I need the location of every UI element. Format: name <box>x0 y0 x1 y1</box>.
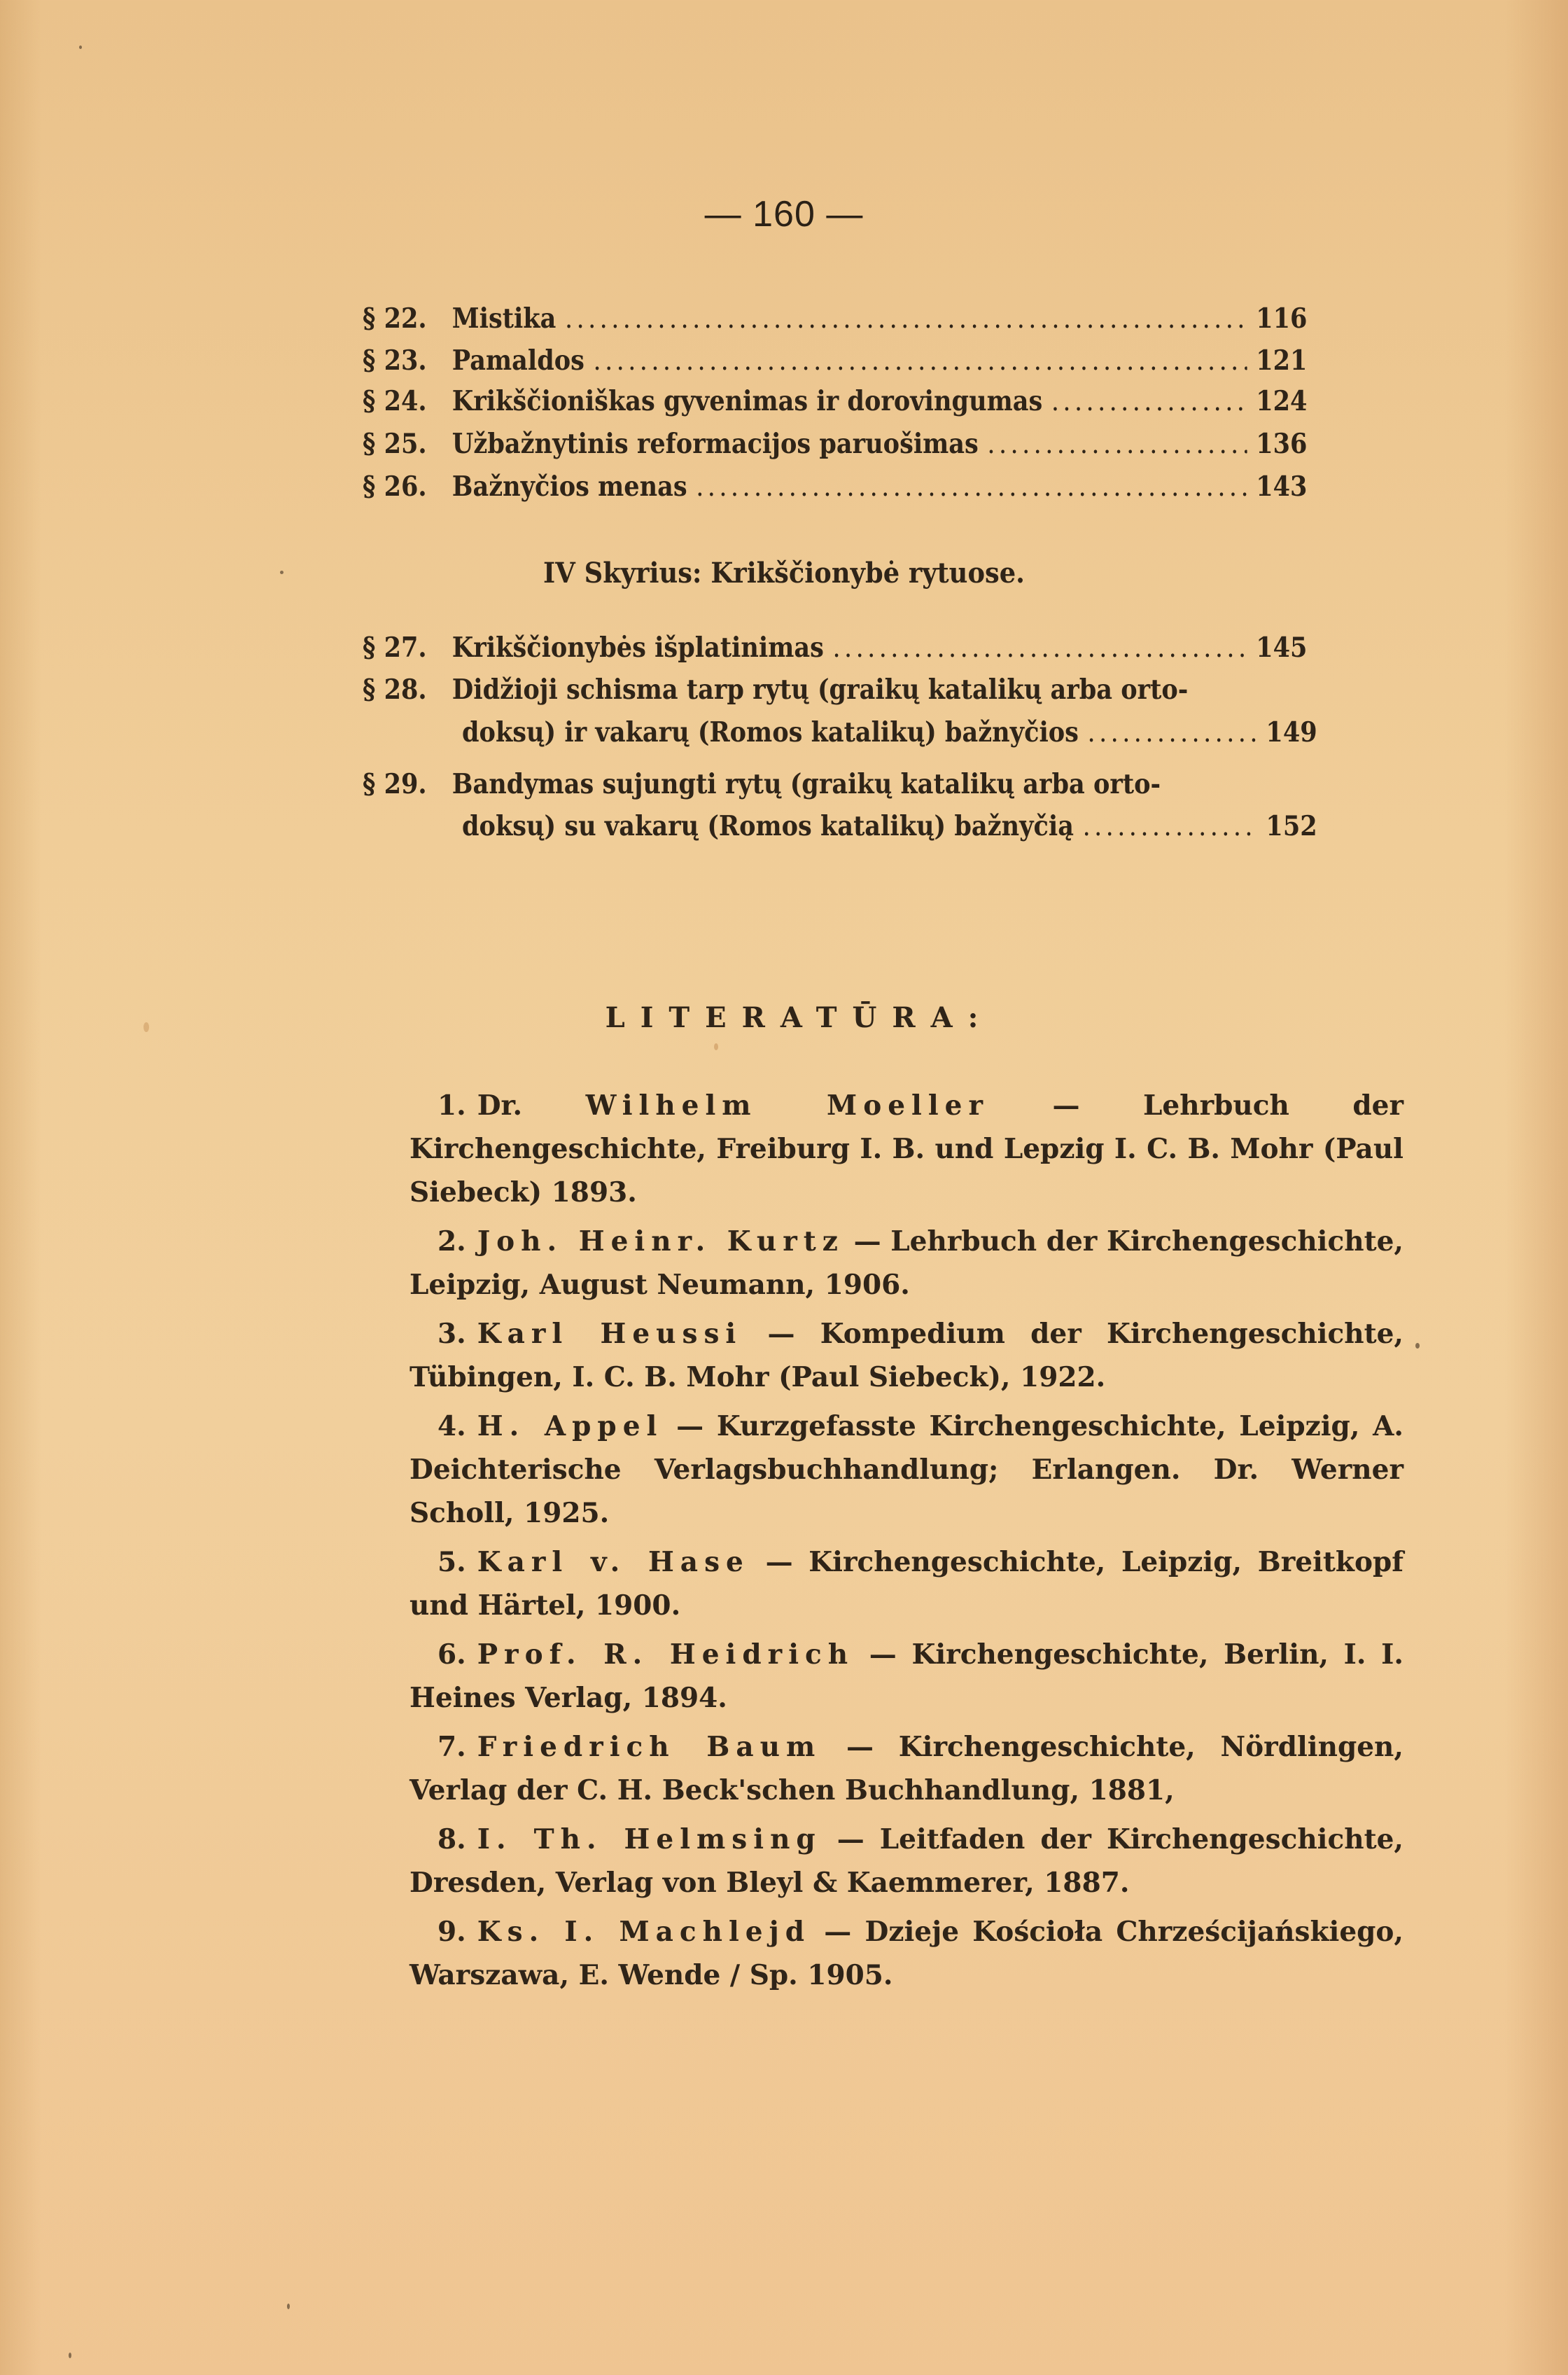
toc-dot-leader <box>696 466 1247 508</box>
entry-text: — Kompedium der Kirchengeschichte, Tübingen, I. C. B. Mohr (Paul Siebeck), 1922. <box>410 1318 1404 1393</box>
bibliography-entry <box>410 1312 1404 1399</box>
entry-text: — Dzieje Kościoła Chrześcijańskiego, Warszawa, E. Wende / Sp. 1905. <box>410 1916 1404 1991</box>
toc-entry <box>363 340 1308 382</box>
entry-text: — Kirchengeschichte, Berlin, I. I. Heines Verlag, 1894. <box>410 1638 1404 1714</box>
entry-author: H. Appel <box>477 1410 664 1442</box>
toc-dot-leader <box>1088 712 1257 754</box>
toc-title: Pamaldos <box>451 344 584 377</box>
entry-text: — Kirchengeschichte, Nördlingen, Verlag der C. H. Beck'schen Buchhandlung, 1881, <box>410 1731 1404 1806</box>
bibliography-entry <box>410 1725 1404 1812</box>
toc-page: 124 <box>1256 385 1308 417</box>
toc-dot-leader <box>594 340 1247 382</box>
toc-page: 121 <box>1256 344 1308 377</box>
toc-dot-leader <box>1051 381 1247 423</box>
entry-number: 2. <box>438 1225 466 1258</box>
toc-section-number: § 25. <box>363 428 427 460</box>
paper-speck <box>69 2353 71 2358</box>
toc-section-number: § 26. <box>363 471 427 503</box>
paper-speck <box>79 46 82 49</box>
toc-entry <box>363 669 1300 711</box>
toc-title: Mistika <box>451 302 556 335</box>
toc-title: Krikščioniškas gyvenimas ir dorovingumas <box>451 385 1043 417</box>
entry-number: 8. <box>438 1823 466 1855</box>
entry-number: 9. <box>438 1916 466 1948</box>
entry-number: 7. <box>438 1731 466 1763</box>
entry-number: 3. <box>438 1318 466 1350</box>
bibliography-entry <box>410 1818 1404 1904</box>
entry-author: Wilhelm Moeller <box>585 1089 990 1122</box>
toc-entry <box>363 763 1300 805</box>
toc-page: 149 <box>1266 716 1317 748</box>
bibliography-entry <box>410 1084 1404 1214</box>
entry-text: — Kurzgefasste Kirchengeschichte, Leipzig, A. Deichterische Verlagsbuchhandlung; Erlangen. Dr. Werner Scholl, 1925. <box>410 1410 1404 1529</box>
toc-page: 116 <box>1256 302 1308 335</box>
toc-entry <box>363 380 1308 422</box>
entry-number: 1. <box>438 1089 466 1122</box>
entry-author: Friedrich Baum <box>477 1731 822 1763</box>
entry-text: — Kirchengeschichte, Leipzig, Breitkopf und Härtel, 1900. <box>410 1546 1404 1622</box>
bibliography-list <box>410 1084 1404 2003</box>
toc-title-continuation: doksų) su vakarų (Romos katalikų) bažnyčią <box>462 810 1074 842</box>
toc-dot-leader <box>1083 806 1257 848</box>
entry-prefix: Dr. <box>477 1089 523 1122</box>
toc-entry <box>363 298 1308 340</box>
entry-author: Ks. I. Machlejd <box>477 1916 811 1948</box>
toc-title-continuation: doksų) ir vakarų (Romos katalikų) bažnyčios <box>462 716 1079 748</box>
toc-entry <box>363 466 1308 508</box>
entry-author: Karl Heussi <box>477 1318 743 1350</box>
entry-text: — Lehrbuch der Kirchengeschichte, Leipzig, August Neumann, 1906. <box>410 1225 1404 1301</box>
toc-entry <box>363 627 1308 669</box>
toc-title: Užbažnytinis reformacijos paruošimas <box>451 428 979 460</box>
paper-speck <box>1415 1343 1420 1349</box>
toc-page: 152 <box>1266 810 1317 842</box>
toc-dot-leader <box>565 298 1247 340</box>
toc-title: Bandymas sujungti rytų (graikų katalikų arba orto- <box>451 768 1161 800</box>
toc-page: 145 <box>1256 632 1308 664</box>
entry-number: 6. <box>438 1638 466 1671</box>
toc-entry <box>363 423 1308 465</box>
entry-text: — Leitfaden der Kirchengeschichte, Dresden, Verlag von Bleyl & Kaemmerer, 1887. <box>410 1823 1404 1899</box>
toc-section-number: § 28. <box>363 674 427 706</box>
toc-page: 143 <box>1256 471 1308 503</box>
literature-heading: LITERATŪRA: <box>605 1001 994 1034</box>
toc-section-number: § 22. <box>363 302 427 335</box>
toc-dot-leader <box>987 424 1247 466</box>
bibliography-entry <box>410 1910 1404 1997</box>
entry-number: 4. <box>438 1410 466 1442</box>
toc-title: Didžioji schisma tarp rytų (graikų katalikų arba orto- <box>451 674 1189 706</box>
bibliography-entry <box>410 1405 1404 1535</box>
entry-author: Prof. R. Heidrich <box>477 1638 855 1671</box>
entry-author: I. Th. Helmsing <box>477 1823 822 1855</box>
paper-speck <box>714 1043 718 1050</box>
bibliography-entry <box>410 1540 1404 1627</box>
toc-title: Bažnyčios menas <box>451 471 687 503</box>
paper-speck <box>287 2304 290 2309</box>
bibliography-entry <box>410 1633 1404 1720</box>
chapter-heading: IV Skyrius: Krikščionybė rytuose. <box>543 557 1025 590</box>
toc-title: Krikščionybės išplatinimas <box>451 632 824 664</box>
toc-section-number: § 24. <box>363 385 427 417</box>
toc-section-number: § 23. <box>363 344 427 377</box>
entry-text: — Lehrbuch der Kirchengeschichte, Freiburg I. B. und Lepzig I. C. B. Mohr (Paul Siebeck) 1893. <box>410 1089 1404 1209</box>
entry-author: Joh. Heinr. Kurtz <box>477 1225 844 1258</box>
toc-entry-continuation <box>462 711 1317 753</box>
entry-author: Karl v. Hase <box>477 1546 750 1578</box>
bibliography-entry <box>410 1220 1404 1307</box>
toc-page: 136 <box>1256 428 1308 460</box>
toc-section-number: § 27. <box>363 632 427 664</box>
page-number: — 160 — <box>704 194 864 235</box>
toc-entry-continuation <box>462 805 1317 847</box>
toc-section-number: § 29. <box>363 768 427 800</box>
entry-number: 5. <box>438 1546 466 1578</box>
toc-dot-leader <box>832 627 1247 669</box>
